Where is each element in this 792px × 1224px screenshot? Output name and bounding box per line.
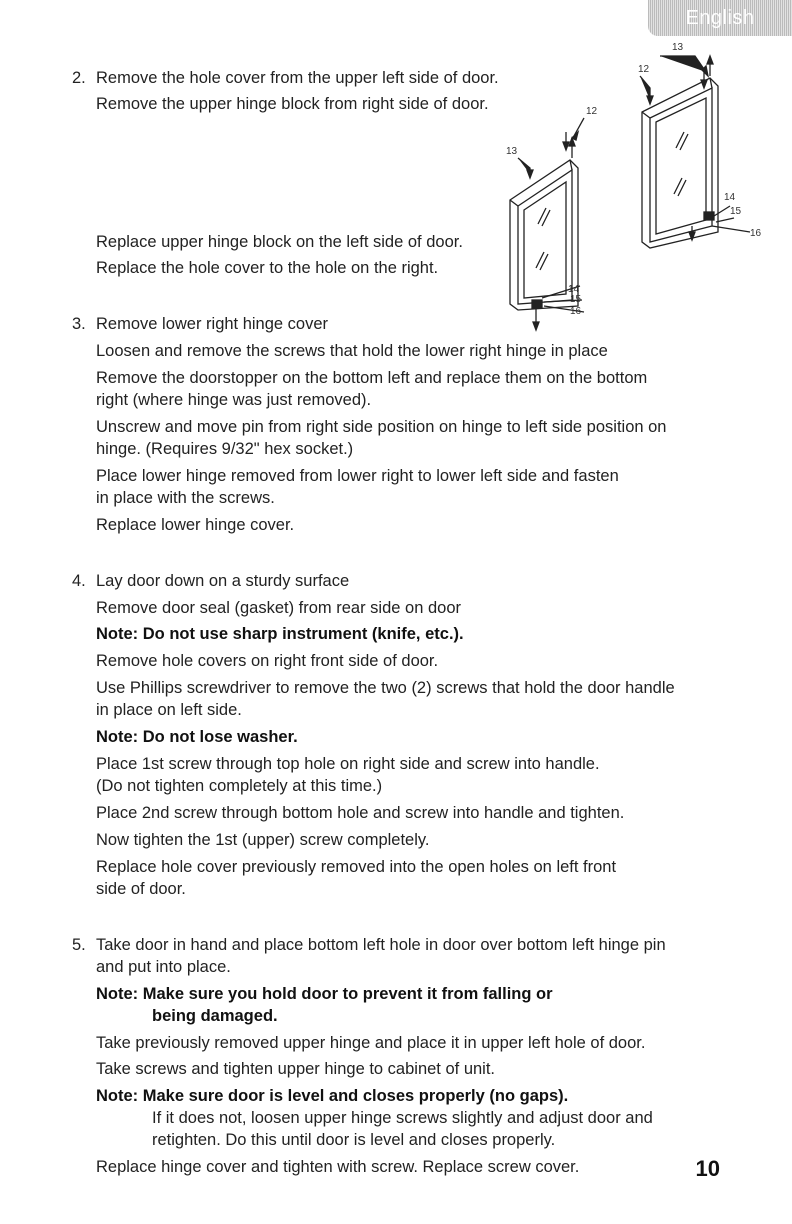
- step-3-line: Replace lower hinge cover.: [96, 516, 295, 534]
- step-4-line: Now tighten the 1st (upper) screw completely.: [96, 831, 430, 849]
- step-5-number: 5.: [72, 936, 86, 954]
- step-5-line: Replace hinge cover and tighten with screw. Replace screw cover.: [96, 1158, 580, 1176]
- step-4-line: (Do not tighten completely at this time.): [96, 777, 383, 795]
- step-4-line: Use Phillips screwdriver to remove the two (2) screws that hold the door handle: [96, 679, 675, 697]
- step-4-note: Note: Do not lose washer.: [96, 728, 298, 746]
- label-13-small: 13: [506, 146, 518, 157]
- step-4-line: Lay door down on a sturdy surface: [96, 572, 350, 590]
- step-5-line: Take door in hand and place bottom left hole in door over bottom left hinge pin: [96, 936, 666, 954]
- step-5-note: Note: Make sure door is level and closes properly (no gaps).: [96, 1087, 569, 1105]
- step-4-line: in place on left side.: [96, 701, 242, 719]
- step-3-line: Remove lower right hinge cover: [96, 315, 329, 333]
- step-2-line: Replace upper hinge block on the left side of door.: [96, 233, 463, 251]
- step-5-note: being damaged.: [152, 1007, 278, 1025]
- step-4-number: 4.: [72, 572, 86, 590]
- step-3-line: hinge. (Requires 9/32" hex socket.): [96, 440, 354, 458]
- step-5-line: and put into place.: [96, 958, 231, 976]
- step-4-line: Place 2nd screw through bottom hole and screw into handle and tighten.: [96, 804, 625, 822]
- step-2-line: Remove the upper hinge block from right side of door.: [96, 95, 489, 113]
- step-3-line: Remove the doorstopper on the bottom left and replace them on the bottom: [96, 369, 648, 387]
- label-14-large: 14: [724, 192, 736, 203]
- door-diagram-small: [490, 96, 630, 336]
- label-15-small: 15: [570, 294, 582, 305]
- step-3-number: 3.: [72, 315, 86, 333]
- step-2-number: 2.: [72, 69, 86, 87]
- step-4-line: Place 1st screw through top hole on right side and screw into handle.: [96, 755, 600, 773]
- label-12-small: 12: [586, 106, 598, 117]
- step-5-line: retighten. Do this until door is level and closes properly.: [152, 1131, 556, 1149]
- label-13-large: 13: [672, 42, 684, 53]
- label-12-large: 12: [638, 64, 650, 75]
- step-5-line: If it does not, loosen upper hinge screws slightly and adjust door and: [152, 1109, 653, 1127]
- label-16-small: 16: [570, 306, 582, 317]
- step-5-note: Note: Make sure you hold door to prevent it from falling or: [96, 985, 553, 1003]
- step-5-line: Take screws and tighten upper hinge to cabinet of unit.: [96, 1060, 496, 1078]
- language-tab-label: English: [685, 6, 755, 29]
- step-2-line: Remove the hole cover from the upper left side of door.: [96, 69, 499, 87]
- step-2-line: Replace the hole cover to the hole on the right.: [96, 259, 439, 277]
- step-4-line: side of door.: [96, 880, 186, 898]
- step-4-line: Remove door seal (gasket) from rear side on door: [96, 599, 461, 617]
- step-3-line: Unscrew and move pin from right side position on hinge to left side position on: [96, 418, 667, 436]
- step-3-line: right (where hinge was just removed).: [96, 391, 372, 409]
- step-3-line: Place lower hinge removed from lower right to lower left side and fasten: [96, 467, 619, 485]
- step-4-line: Replace hole cover previously removed into the open holes on left front: [96, 858, 617, 876]
- page-number: 10: [695, 1156, 720, 1181]
- language-tab: [648, 0, 792, 36]
- step-4-note: Note: Do not use sharp instrument (knife, etc.).: [96, 625, 464, 643]
- label-15-large: 15: [730, 206, 742, 217]
- step-3-line: Loosen and remove the screws that hold the lower right hinge in place: [96, 342, 608, 360]
- label-14-small: 14: [568, 284, 580, 295]
- step-3-line: in place with the screws.: [96, 489, 275, 507]
- step-5-line: Take previously removed upper hinge and place it in upper left hole of door.: [96, 1034, 646, 1052]
- label-16-large: 16: [750, 228, 762, 239]
- step-4-line: Remove hole covers on right front side of door.: [96, 652, 439, 670]
